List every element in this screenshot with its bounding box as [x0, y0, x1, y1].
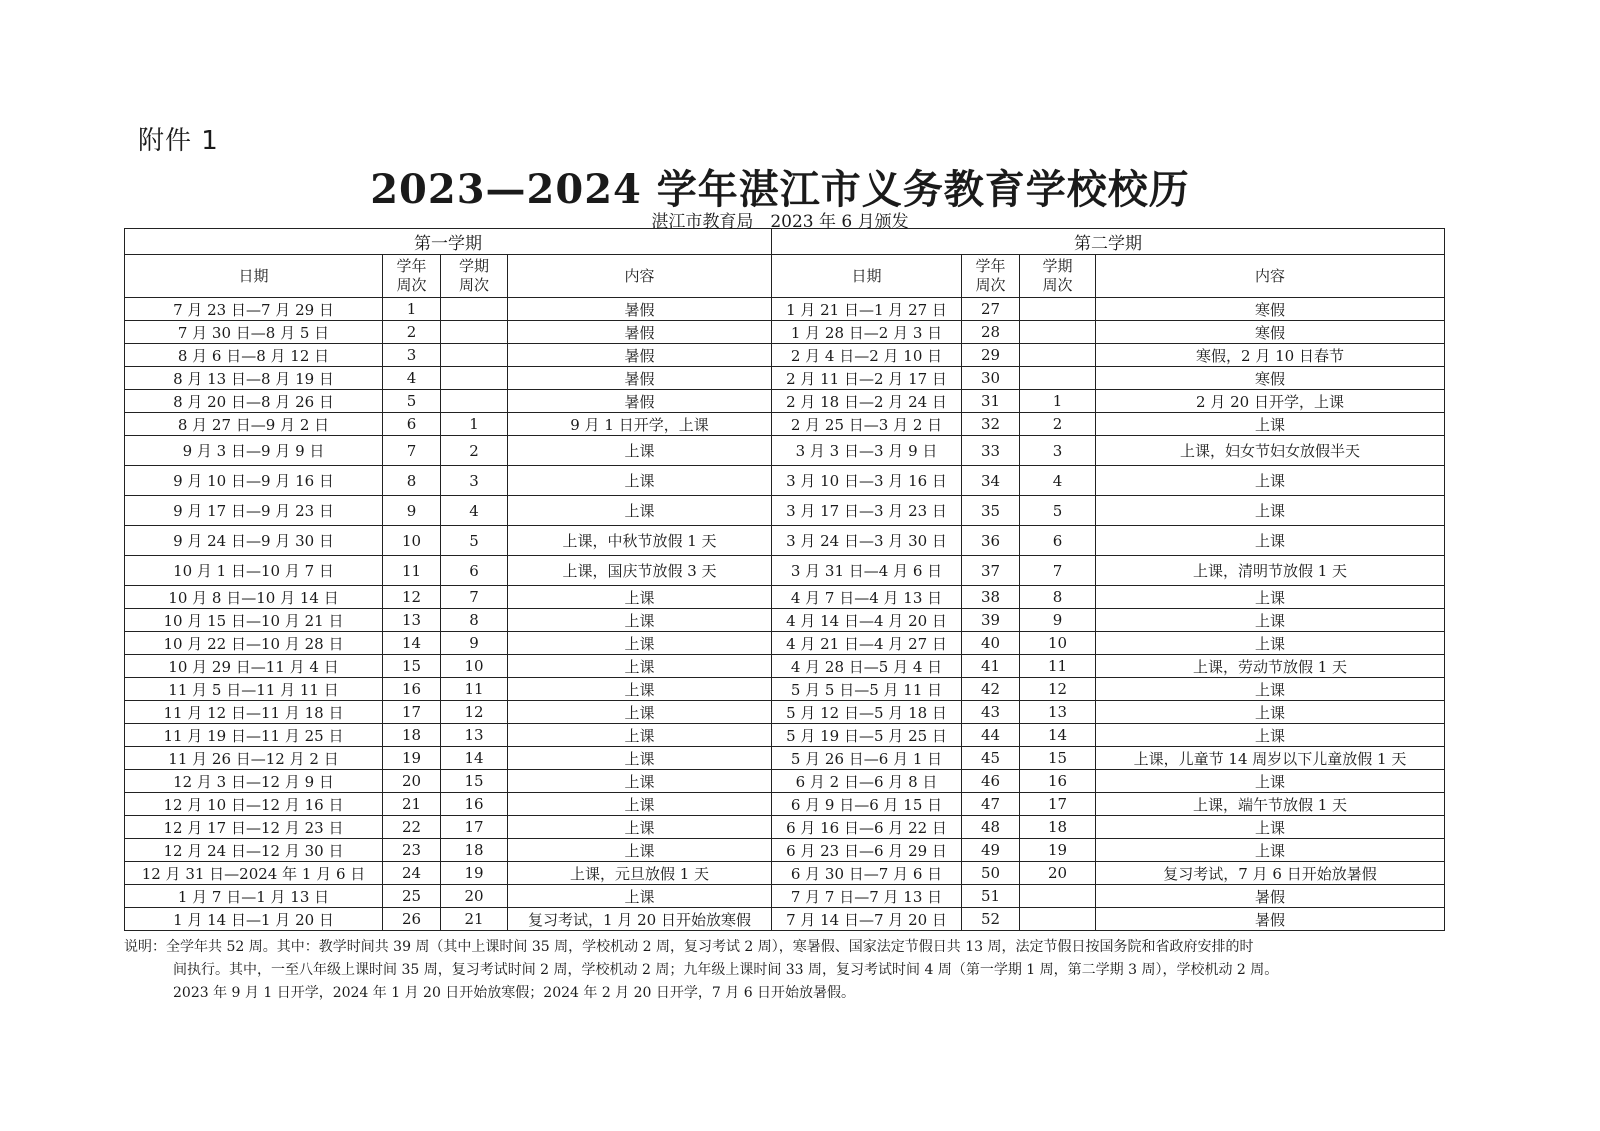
cell-year-week-2: 50	[962, 862, 1020, 885]
cell-year-week-1: 4	[383, 367, 441, 390]
cell-date-1: 11 月 26 日—12 月 2 日	[125, 747, 383, 770]
cell-year-week-2: 47	[962, 793, 1020, 816]
notes-line-2: 间执行。其中，一至八年级上课时间 35 周，复习考试时间 2 周，学校机动 2 周；九年级上课时间 33 周，复习考试时间 4 周（第一学期 1 周，第二学期 3 周），学校机动 2 周。	[173, 962, 1279, 978]
cell-year-week-1: 21	[383, 793, 441, 816]
cell-date-1: 12 月 31 日—2024 年 1 月 6 日	[125, 862, 383, 885]
cell-date-2: 4 月 7 日—4 月 13 日	[772, 586, 962, 609]
cell-date-2: 4 月 28 日—5 月 4 日	[772, 655, 962, 678]
cell-year-week-1: 13	[383, 609, 441, 632]
cell-content-2: 上课	[1096, 816, 1445, 839]
cell-term-week-1: 13	[441, 724, 508, 747]
cell-term-week-2: 12	[1020, 678, 1096, 701]
cell-content-1: 9 月 1 日开学，上课	[508, 413, 772, 436]
cell-term-week-2: 3	[1020, 436, 1096, 466]
cell-content-2: 上课	[1096, 526, 1445, 556]
cell-term-week-2: 14	[1020, 724, 1096, 747]
cell-year-week-1: 10	[383, 526, 441, 556]
cell-term-week-2	[1020, 908, 1096, 931]
cell-content-2: 暑假	[1096, 885, 1445, 908]
cell-content-1: 上课，国庆节放假 3 天	[508, 556, 772, 586]
cell-content-1: 上课	[508, 609, 772, 632]
cell-term-week-2: 1	[1020, 390, 1096, 413]
cell-date-1: 8 月 27 日—9 月 2 日	[125, 413, 383, 436]
cell-date-1: 7 月 30 日—8 月 5 日	[125, 321, 383, 344]
cell-term-week-2	[1020, 367, 1096, 390]
cell-year-week-2: 29	[962, 344, 1020, 367]
cell-content-1: 上课，元旦放假 1 天	[508, 862, 772, 885]
table-row	[125, 885, 1445, 908]
cell-date-1: 1 月 14 日—1 月 20 日	[125, 908, 383, 931]
cell-date-2: 3 月 17 日—3 月 23 日	[772, 496, 962, 526]
cell-term-week-2: 6	[1020, 526, 1096, 556]
cell-term-week-1: 20	[441, 885, 508, 908]
school-calendar-table	[124, 228, 1445, 931]
cell-content-2: 复习考试，7 月 6 日开始放暑假	[1096, 862, 1445, 885]
table-row	[125, 466, 1445, 496]
cell-date-1: 9 月 17 日—9 月 23 日	[125, 496, 383, 526]
cell-content-2: 上课	[1096, 839, 1445, 862]
table-row	[125, 816, 1445, 839]
cell-date-1: 10 月 29 日—11 月 4 日	[125, 655, 383, 678]
cell-term-week-1: 19	[441, 862, 508, 885]
cell-term-week-1: 17	[441, 816, 508, 839]
cell-content-1: 暑假	[508, 367, 772, 390]
cell-date-1: 12 月 3 日—12 月 9 日	[125, 770, 383, 793]
table-row	[125, 526, 1445, 556]
cell-term-week-2: 17	[1020, 793, 1096, 816]
cell-content-1: 上课	[508, 655, 772, 678]
table-row	[125, 655, 1445, 678]
cell-term-week-1: 16	[441, 793, 508, 816]
cell-year-week-1: 7	[383, 436, 441, 466]
cell-date-2: 5 月 12 日—5 月 18 日	[772, 701, 962, 724]
cell-content-2: 上课	[1096, 701, 1445, 724]
cell-date-2: 3 月 3 日—3 月 9 日	[772, 436, 962, 466]
cell-date-1: 12 月 24 日—12 月 30 日	[125, 839, 383, 862]
cell-year-week-2: 35	[962, 496, 1020, 526]
cell-term-week-2: 15	[1020, 747, 1096, 770]
cell-year-week-2: 49	[962, 839, 1020, 862]
cell-term-week-2: 7	[1020, 556, 1096, 586]
cell-content-1: 上课，中秋节放假 1 天	[508, 526, 772, 556]
cell-content-2: 寒假	[1096, 298, 1445, 321]
cell-term-week-1: 21	[441, 908, 508, 931]
cell-year-week-2: 52	[962, 908, 1020, 931]
cell-term-week-2: 4	[1020, 466, 1096, 496]
cell-year-week-1: 17	[383, 701, 441, 724]
cell-term-week-1: 1	[441, 413, 508, 436]
cell-content-1: 上课	[508, 816, 772, 839]
table-row	[125, 770, 1445, 793]
cell-term-week-2: 18	[1020, 816, 1096, 839]
table-row	[125, 747, 1445, 770]
cell-year-week-2: 33	[962, 436, 1020, 466]
cell-date-1: 10 月 1 日—10 月 7 日	[125, 556, 383, 586]
table-row	[125, 390, 1445, 413]
cell-content-1: 上课	[508, 747, 772, 770]
cell-year-week-1: 12	[383, 586, 441, 609]
cell-content-1: 暑假	[508, 390, 772, 413]
cell-term-week-1: 12	[441, 701, 508, 724]
cell-term-week-2: 13	[1020, 701, 1096, 724]
cell-term-week-2: 10	[1020, 632, 1096, 655]
cell-year-week-2: 28	[962, 321, 1020, 344]
cell-date-1: 10 月 15 日—10 月 21 日	[125, 609, 383, 632]
cell-date-2: 2 月 18 日—2 月 24 日	[772, 390, 962, 413]
cell-year-week-1: 2	[383, 321, 441, 344]
cell-date-1: 1 月 7 日—1 月 13 日	[125, 885, 383, 908]
cell-content-1: 上课	[508, 793, 772, 816]
cell-content-2: 上课，端午节放假 1 天	[1096, 793, 1445, 816]
cell-date-2: 5 月 26 日—6 月 1 日	[772, 747, 962, 770]
cell-year-week-2: 32	[962, 413, 1020, 436]
cell-content-2: 上课	[1096, 678, 1445, 701]
cell-date-1: 10 月 8 日—10 月 14 日	[125, 586, 383, 609]
cell-date-2: 4 月 14 日—4 月 20 日	[772, 609, 962, 632]
cell-date-1: 12 月 17 日—12 月 23 日	[125, 816, 383, 839]
cell-year-week-2: 40	[962, 632, 1020, 655]
cell-year-week-2: 38	[962, 586, 1020, 609]
cell-date-1: 9 月 10 日—9 月 16 日	[125, 466, 383, 496]
cell-term-week-2: 16	[1020, 770, 1096, 793]
cell-content-2: 上课	[1096, 724, 1445, 747]
notes-line-1: 说明：全学年共 52 周。其中：教学时间共 39 周（其中上课时间 35 周，学校机动 2 周，复习考试 2 周），寒暑假、国家法定节假日共 13 周，法定节假日按国务院和省政府安排的时	[124, 939, 1254, 955]
cell-date-1: 12 月 10 日—12 月 16 日	[125, 793, 383, 816]
table-row	[125, 839, 1445, 862]
col-year-week-1: 学年 周次	[383, 255, 441, 298]
cell-date-2: 1 月 28 日—2 月 3 日	[772, 321, 962, 344]
cell-content-1: 上课	[508, 678, 772, 701]
cell-term-week-1	[441, 298, 508, 321]
cell-term-week-1	[441, 367, 508, 390]
cell-year-week-1: 18	[383, 724, 441, 747]
cell-year-week-2: 27	[962, 298, 1020, 321]
cell-date-1: 10 月 22 日—10 月 28 日	[125, 632, 383, 655]
cell-content-2: 上课	[1096, 413, 1445, 436]
cell-content-2: 上课，儿童节 14 周岁以下儿童放假 1 天	[1096, 747, 1445, 770]
cell-year-week-1: 15	[383, 655, 441, 678]
cell-term-week-2	[1020, 344, 1096, 367]
page-title: 2023—2024 学年湛江市义务教育学校校历	[370, 166, 1190, 213]
cell-term-week-1: 11	[441, 678, 508, 701]
cell-year-week-2: 51	[962, 885, 1020, 908]
cell-date-2: 2 月 11 日—2 月 17 日	[772, 367, 962, 390]
cell-year-week-1: 9	[383, 496, 441, 526]
attachment-label: 附件 1	[138, 126, 219, 156]
cell-year-week-1: 20	[383, 770, 441, 793]
cell-term-week-1	[441, 344, 508, 367]
cell-content-2: 上课，清明节放假 1 天	[1096, 556, 1445, 586]
cell-year-week-2: 39	[962, 609, 1020, 632]
cell-year-week-2: 46	[962, 770, 1020, 793]
cell-year-week-1: 14	[383, 632, 441, 655]
table-row	[125, 367, 1445, 390]
col-content-2: 内容	[1096, 255, 1445, 298]
issuer-line: 湛江市教育局 2023 年 6 月颁发	[651, 212, 909, 232]
cell-content-2: 寒假	[1096, 321, 1445, 344]
cell-year-week-1: 8	[383, 466, 441, 496]
cell-date-2: 6 月 2 日—6 月 8 日	[772, 770, 962, 793]
cell-term-week-1: 4	[441, 496, 508, 526]
cell-year-week-1: 1	[383, 298, 441, 321]
cell-date-2: 6 月 30 日—7 月 6 日	[772, 862, 962, 885]
cell-date-1: 9 月 24 日—9 月 30 日	[125, 526, 383, 556]
cell-year-week-2: 42	[962, 678, 1020, 701]
table-row	[125, 556, 1445, 586]
cell-date-1: 8 月 20 日—8 月 26 日	[125, 390, 383, 413]
cell-content-1: 暑假	[508, 344, 772, 367]
table-row	[125, 298, 1445, 321]
cell-content-1: 上课	[508, 436, 772, 466]
cell-term-week-1: 5	[441, 526, 508, 556]
cell-year-week-1: 11	[383, 556, 441, 586]
cell-term-week-1: 9	[441, 632, 508, 655]
cell-term-week-2: 9	[1020, 609, 1096, 632]
cell-date-2: 3 月 10 日—3 月 16 日	[772, 466, 962, 496]
cell-content-2: 上课	[1096, 770, 1445, 793]
cell-term-week-2	[1020, 298, 1096, 321]
cell-content-2: 寒假	[1096, 367, 1445, 390]
cell-term-week-2: 19	[1020, 839, 1096, 862]
cell-content-1: 上课	[508, 839, 772, 862]
table-row	[125, 496, 1445, 526]
cell-content-2: 上课，妇女节妇女放假半天	[1096, 436, 1445, 466]
semester1-header: 第一学期	[125, 229, 772, 255]
cell-term-week-1: 2	[441, 436, 508, 466]
cell-term-week-2: 20	[1020, 862, 1096, 885]
table-row	[125, 609, 1445, 632]
cell-year-week-2: 36	[962, 526, 1020, 556]
col-content-1: 内容	[508, 255, 772, 298]
cell-year-week-1: 26	[383, 908, 441, 931]
cell-term-week-1: 3	[441, 466, 508, 496]
cell-term-week-1: 6	[441, 556, 508, 586]
table-row	[125, 862, 1445, 885]
cell-term-week-2	[1020, 321, 1096, 344]
cell-year-week-1: 19	[383, 747, 441, 770]
cell-content-1: 上课	[508, 466, 772, 496]
cell-year-week-1: 24	[383, 862, 441, 885]
cell-date-1: 8 月 6 日—8 月 12 日	[125, 344, 383, 367]
col-date-2: 日期	[772, 255, 962, 298]
cell-year-week-2: 45	[962, 747, 1020, 770]
cell-content-1: 复习考试，1 月 20 日开始放寒假	[508, 908, 772, 931]
cell-content-1: 上课	[508, 885, 772, 908]
cell-year-week-2: 37	[962, 556, 1020, 586]
cell-date-1: 11 月 5 日—11 月 11 日	[125, 678, 383, 701]
cell-term-week-1: 7	[441, 586, 508, 609]
cell-year-week-1: 6	[383, 413, 441, 436]
cell-term-week-1	[441, 390, 508, 413]
notes	[124, 936, 1454, 1005]
cell-term-week-1	[441, 321, 508, 344]
cell-content-2: 寒假，2 月 10 日春节	[1096, 344, 1445, 367]
cell-date-2: 2 月 4 日—2 月 10 日	[772, 344, 962, 367]
cell-content-2: 上课	[1096, 609, 1445, 632]
cell-term-week-1: 10	[441, 655, 508, 678]
cell-date-1: 8 月 13 日—8 月 19 日	[125, 367, 383, 390]
cell-content-1: 上课	[508, 770, 772, 793]
cell-year-week-1: 16	[383, 678, 441, 701]
cell-term-week-2: 11	[1020, 655, 1096, 678]
cell-year-week-1: 23	[383, 839, 441, 862]
cell-content-2: 上课	[1096, 496, 1445, 526]
table-row	[125, 413, 1445, 436]
cell-date-2: 7 月 7 日—7 月 13 日	[772, 885, 962, 908]
cell-content-1: 上课	[508, 496, 772, 526]
col-term-week-1: 学期 周次	[441, 255, 508, 298]
table-row	[125, 632, 1445, 655]
cell-term-week-2	[1020, 885, 1096, 908]
table-row	[125, 908, 1445, 931]
cell-date-1: 7 月 23 日—7 月 29 日	[125, 298, 383, 321]
cell-date-2: 6 月 9 日—6 月 15 日	[772, 793, 962, 816]
cell-date-1: 11 月 12 日—11 月 18 日	[125, 701, 383, 724]
cell-content-2: 上课	[1096, 466, 1445, 496]
notes-line-3: 2023 年 9 月 1 日开学，2024 年 1 月 20 日开始放寒假；2024 年 2 月 20 日开学，7 月 6 日开始放暑假。	[173, 985, 856, 1001]
cell-year-week-2: 48	[962, 816, 1020, 839]
cell-content-2: 2 月 20 日开学，上课	[1096, 390, 1445, 413]
cell-content-2: 暑假	[1096, 908, 1445, 931]
table-row	[125, 724, 1445, 747]
cell-term-week-2: 5	[1020, 496, 1096, 526]
cell-term-week-2: 8	[1020, 586, 1096, 609]
cell-date-1: 11 月 19 日—11 月 25 日	[125, 724, 383, 747]
cell-term-week-2: 2	[1020, 413, 1096, 436]
cell-date-2: 5 月 5 日—5 月 11 日	[772, 678, 962, 701]
cell-year-week-2: 43	[962, 701, 1020, 724]
table-row	[125, 344, 1445, 367]
cell-date-2: 5 月 19 日—5 月 25 日	[772, 724, 962, 747]
cell-content-1: 暑假	[508, 298, 772, 321]
cell-year-week-2: 30	[962, 367, 1020, 390]
cell-year-week-2: 34	[962, 466, 1020, 496]
cell-year-week-2: 31	[962, 390, 1020, 413]
table-row	[125, 586, 1445, 609]
table-row	[125, 701, 1445, 724]
cell-content-2: 上课，劳动节放假 1 天	[1096, 655, 1445, 678]
cell-term-week-1: 8	[441, 609, 508, 632]
cell-term-week-1: 15	[441, 770, 508, 793]
cell-content-1: 上课	[508, 632, 772, 655]
cell-date-1: 9 月 3 日—9 月 9 日	[125, 436, 383, 466]
cell-content-1: 暑假	[508, 321, 772, 344]
calendar-body	[125, 298, 1445, 931]
col-term-week-2: 学期 周次	[1020, 255, 1096, 298]
col-year-week-2: 学年 周次	[962, 255, 1020, 298]
table-row	[125, 321, 1445, 344]
table-row	[125, 678, 1445, 701]
cell-date-2: 1 月 21 日—1 月 27 日	[772, 298, 962, 321]
col-date-1: 日期	[125, 255, 383, 298]
cell-content-2: 上课	[1096, 586, 1445, 609]
cell-date-2: 4 月 21 日—4 月 27 日	[772, 632, 962, 655]
cell-term-week-1: 14	[441, 747, 508, 770]
cell-date-2: 7 月 14 日—7 月 20 日	[772, 908, 962, 931]
cell-date-2: 3 月 31 日—4 月 6 日	[772, 556, 962, 586]
cell-date-2: 2 月 25 日—3 月 2 日	[772, 413, 962, 436]
cell-year-week-1: 22	[383, 816, 441, 839]
cell-year-week-1: 25	[383, 885, 441, 908]
cell-content-1: 上课	[508, 701, 772, 724]
cell-year-week-2: 41	[962, 655, 1020, 678]
cell-year-week-1: 5	[383, 390, 441, 413]
cell-year-week-1: 3	[383, 344, 441, 367]
cell-content-2: 上课	[1096, 632, 1445, 655]
cell-content-1: 上课	[508, 724, 772, 747]
cell-term-week-1: 18	[441, 839, 508, 862]
cell-year-week-2: 44	[962, 724, 1020, 747]
cell-content-1: 上课	[508, 586, 772, 609]
cell-date-2: 6 月 16 日—6 月 22 日	[772, 816, 962, 839]
cell-date-2: 6 月 23 日—6 月 29 日	[772, 839, 962, 862]
semester2-header: 第二学期	[772, 229, 1445, 255]
table-row	[125, 793, 1445, 816]
cell-date-2: 3 月 24 日—3 月 30 日	[772, 526, 962, 556]
table-row	[125, 436, 1445, 466]
